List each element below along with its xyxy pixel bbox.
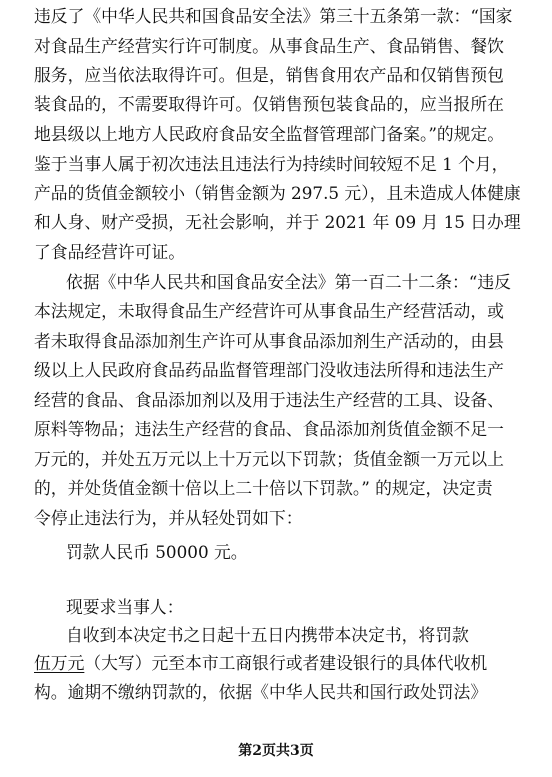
- text-line: 对食品生产经营实行许可制度。从事食品生产、食品销售、餐饮: [34, 36, 504, 56]
- text-line: 万元的，并处五万元以上十万元以下罚款；货值金额一万元以上: [34, 449, 504, 469]
- text-line: 了食品经营许可证。: [34, 242, 186, 262]
- text-line: 的，并处货值金额十倍以上二十倍以下罚款。” 的规定，决定责: [34, 478, 493, 498]
- text-line: 装食品的，不需要取得许可。仅销售预包装食品的，应当报所在: [34, 94, 504, 114]
- text-line: 本法规定，未取得食品生产经营许可从事食品生产经营活动，或: [34, 301, 504, 321]
- penalty-amount-line: 罚款人民币 50000 元。: [66, 542, 248, 562]
- text-line: 原料等物品；违法生产经营的食品、食品添加剂货值金额不足一: [34, 419, 504, 439]
- payment-line-rest: （大写）元至本市工商银行或者建设银行的具体代收机: [84, 653, 488, 673]
- payment-amount-line: [34, 653, 487, 673]
- text-line: 构。逾期不缴纳罚款的，依据《中华人民共和国行政处罚法》: [34, 682, 488, 702]
- text-line: 级以上人民政府食品药品监督管理部门没收违法所得和违法生产: [34, 360, 504, 380]
- text-line: 令停止违法行为，并从轻处罚如下：: [34, 508, 303, 528]
- amount-in-words: 伍万元: [34, 653, 85, 673]
- page-indicator: 第2页共3页: [238, 743, 314, 759]
- text-line: 依据《中华人民共和国食品安全法》第一百二十二条：“违反: [66, 272, 511, 292]
- text-line: 违反了《中华人民共和国食品安全法》第三十五条第一款：“国家: [34, 6, 513, 26]
- text-line: 经营的食品、食品添加剂以及用于违法生产经营的工具、设备、: [34, 390, 504, 410]
- text-line: 者未取得食品添加剂生产许可从事食品添加剂生产活动的，由县: [34, 331, 504, 351]
- requirement-heading: 现要求当事人：: [66, 597, 184, 617]
- text-line: 鉴于当事人属于初次违法且违法行为持续时间较短不足 1 个月，: [34, 154, 509, 174]
- text-line: 服务，应当依法取得许可。但是，销售食用农产品和仅销售预包: [34, 65, 504, 85]
- text-line: 地县级以上地方人民政府食品安全监督管理部门备案。”的规定。: [34, 124, 505, 144]
- text-line: 产品的货值金额较小（销售金额为 297.5 元），且未造成人体健康: [34, 183, 521, 203]
- text-line: 和人身、财产受损，无社会影响，并于 2021 年 09 月 15 日办理: [34, 212, 521, 232]
- payment-instruction-line: 自收到本决定书之日起十五日内携带本决定书，将罚款: [66, 625, 469, 645]
